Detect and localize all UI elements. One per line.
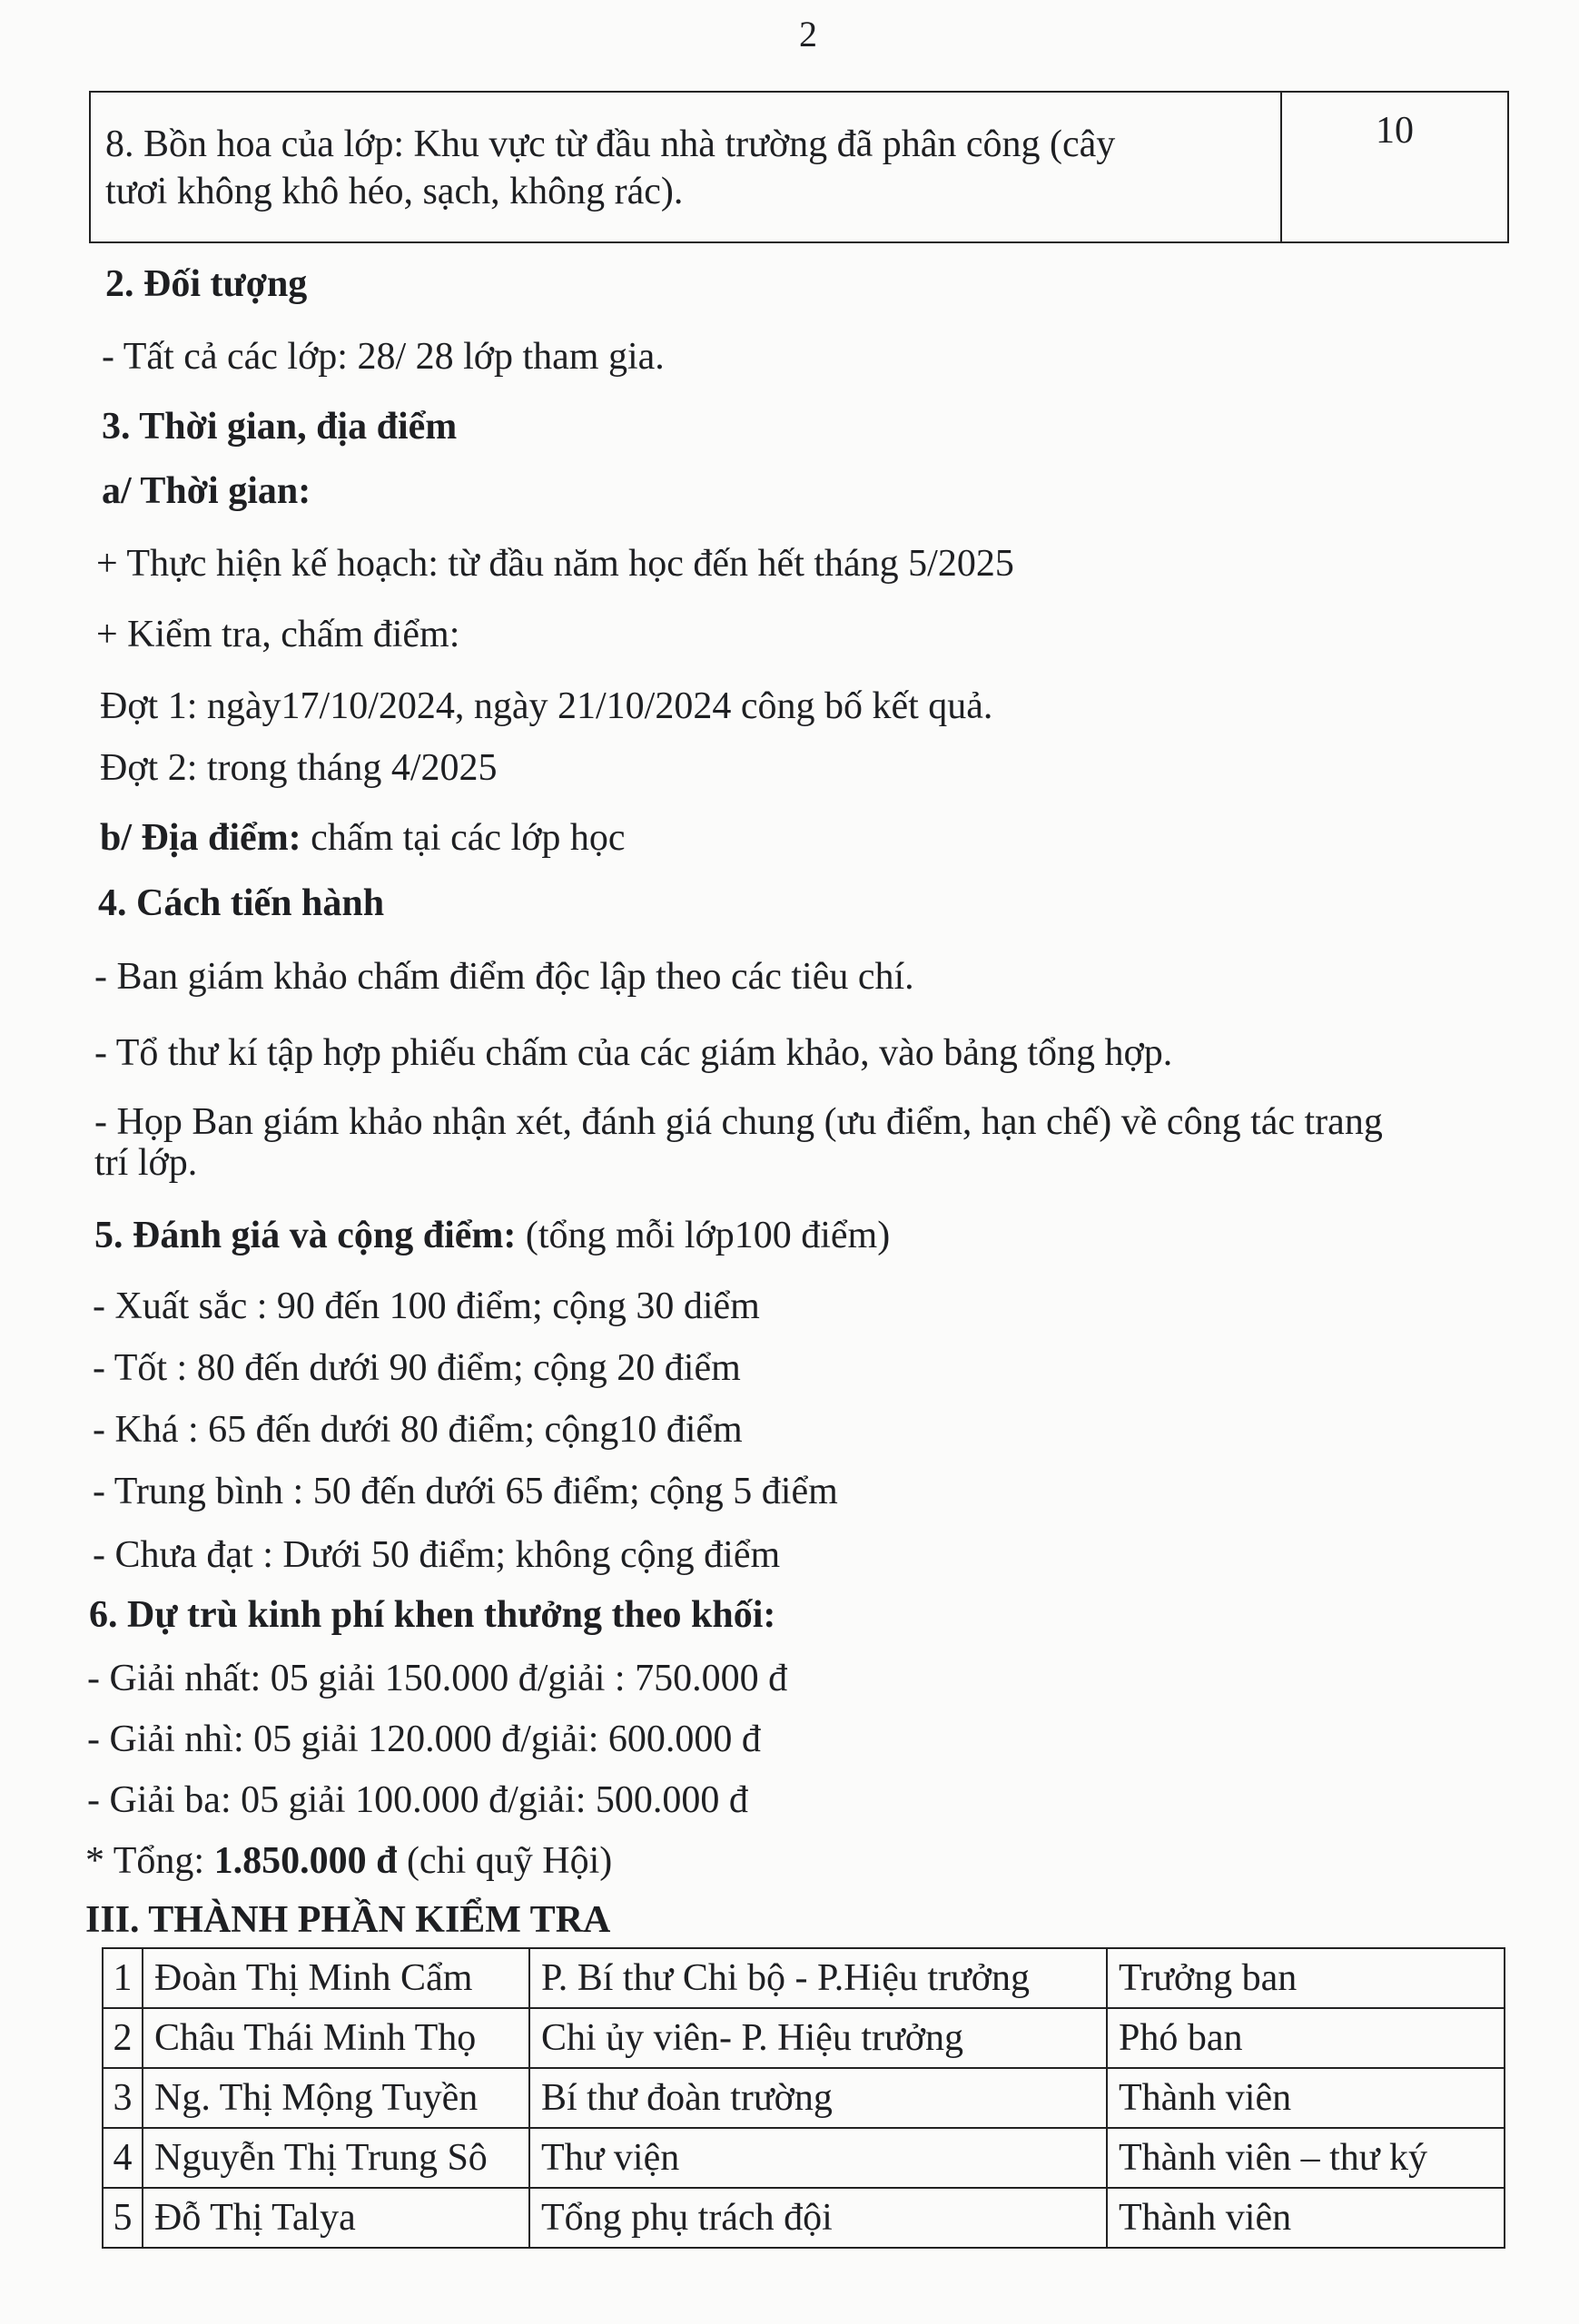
criterion-cell (90, 92, 1281, 242)
section-text-doi-tuong: - Tất cả các lớp: 28/ 28 lớp tham gia. (102, 336, 665, 378)
total-note: (chi quỹ Hội) (397, 1840, 613, 1882)
prize-line: - Giải nhất: 05 giải 150.000 đ/giải : 750.000 đ (87, 1658, 788, 1699)
location-text: chấm tại các lớp học (301, 817, 626, 859)
criterion-line-1: 8. Bồn hoa của lớp: Khu vực từ đầu nhà trường đã phân công (cây (105, 123, 1116, 165)
subheading-thoi-gian: a/ Thời gian: (102, 470, 311, 512)
table-row (103, 2068, 1505, 2128)
grade-line: - Khá : 65 đến dưới 80 điểm; cộng10 điểm (93, 1409, 743, 1451)
check-line: + Kiểm tra, chấm điểm: (96, 614, 460, 655)
section-heading-danh-gia (94, 1215, 890, 1256)
section-heading-cach-tien-hanh: 4. Cách tiến hành (98, 882, 385, 924)
member-number: 3 (103, 2068, 143, 2128)
member-number: 5 (103, 2188, 143, 2248)
member-role: Thành viên (1107, 2188, 1505, 2248)
member-name: Đỗ Thị Talya (143, 2188, 529, 2248)
grade-line: - Xuất sắc : 90 đến 100 điểm; cộng 30 diểm (93, 1285, 760, 1327)
prize-line: - Giải ba: 05 giải 100.000 đ/giải: 500.000 đ (87, 1779, 748, 1821)
table-row (103, 2188, 1505, 2248)
member-number: 2 (103, 2008, 143, 2068)
member-name: Đoàn Thị Minh Cẩm (143, 1948, 529, 2008)
members-table (102, 1947, 1505, 2249)
procedure-item-3-line-2: trí lớp. (94, 1142, 198, 1184)
total-value: 1.850.000 đ (213, 1840, 398, 1882)
procedure-item-1: - Ban giám khảo chấm điểm độc lập theo các tiêu chí. (94, 956, 914, 998)
total-label: * Tổng: (85, 1840, 214, 1882)
member-name: Châu Thái Minh Thọ (143, 2008, 529, 2068)
section-heading-doi-tuong: 2. Đối tượng (105, 263, 308, 305)
section-heading-thanh-phan: III. THÀNH PHẦN KIỂM TRA (85, 1899, 611, 1941)
round-2-line: Đợt 2: trong tháng 4/2025 (100, 747, 498, 789)
page-number: 2 (799, 14, 817, 54)
prize-line: - Giải nhì: 05 giải 120.000 đ/giải: 600.000 đ (87, 1718, 761, 1760)
procedure-item-2: - Tổ thư kí tập hợp phiếu chấm của các giám khảo, vào bảng tổng hợp. (94, 1032, 1173, 1074)
criterion-line-2: tươi không khô héo, sạch, không rác). (105, 171, 684, 212)
total-line (85, 1840, 612, 1882)
member-number: 4 (103, 2128, 143, 2188)
member-name: Nguyễn Thị Trung Sô (143, 2128, 529, 2188)
member-position: Chi ủy viên- P. Hiệu trưởng (529, 2008, 1107, 2068)
grade-line: - Trung bình : 50 đến dưới 65 điểm; cộng 5 điểm (93, 1471, 838, 1512)
table-row (103, 1948, 1505, 2008)
member-role: Phó ban (1107, 2008, 1505, 2068)
table-row (103, 2128, 1505, 2188)
criteria-table-row (89, 91, 1509, 243)
member-number: 1 (103, 1948, 143, 2008)
table-row (103, 2008, 1505, 2068)
location-line (100, 817, 626, 859)
plan-line: + Thực hiện kế hoạch: từ đầu năm học đến hết tháng 5/2025 (96, 543, 1014, 585)
member-role: Thành viên – thư ký (1107, 2128, 1505, 2188)
member-role: Trưởng ban (1107, 1948, 1505, 2008)
member-position: Thư viện (529, 2128, 1107, 2188)
member-position: P. Bí thư Chi bộ - P.Hiệu trưởng (529, 1948, 1107, 2008)
section-heading-kinh-phi: 6. Dự trù kinh phí khen thưởng theo khối: (89, 1594, 776, 1636)
member-position: Bí thư đoàn trường (529, 2068, 1107, 2128)
round-1-line: Đợt 1: ngày17/10/2024, ngày 21/10/2024 công bố kết quả. (100, 685, 993, 727)
location-label: b/ Địa điểm: (100, 817, 301, 859)
section-heading-thoi-gian: 3. Thời gian, địa điểm (102, 406, 458, 448)
criterion-score: 10 (1281, 92, 1508, 242)
evaluation-note: (tổng mỗi lớp100 điểm) (516, 1215, 891, 1256)
grade-line: - Chưa đạt : Dưới 50 điểm; không cộng điểm (93, 1534, 781, 1576)
member-name: Ng. Thị Mộng Tuyền (143, 2068, 529, 2128)
grade-line: - Tốt : 80 đến dưới 90 điểm; cộng 20 điểm (93, 1347, 741, 1389)
evaluation-heading: 5. Đánh giá và cộng điểm: (94, 1215, 517, 1256)
member-position: Tổng phụ trách đội (529, 2188, 1107, 2248)
procedure-item-3-line-1: - Họp Ban giám khảo nhận xét, đánh giá chung (ưu điểm, hạn chế) về công tác trang (94, 1101, 1383, 1143)
member-role: Thành viên (1107, 2068, 1505, 2128)
